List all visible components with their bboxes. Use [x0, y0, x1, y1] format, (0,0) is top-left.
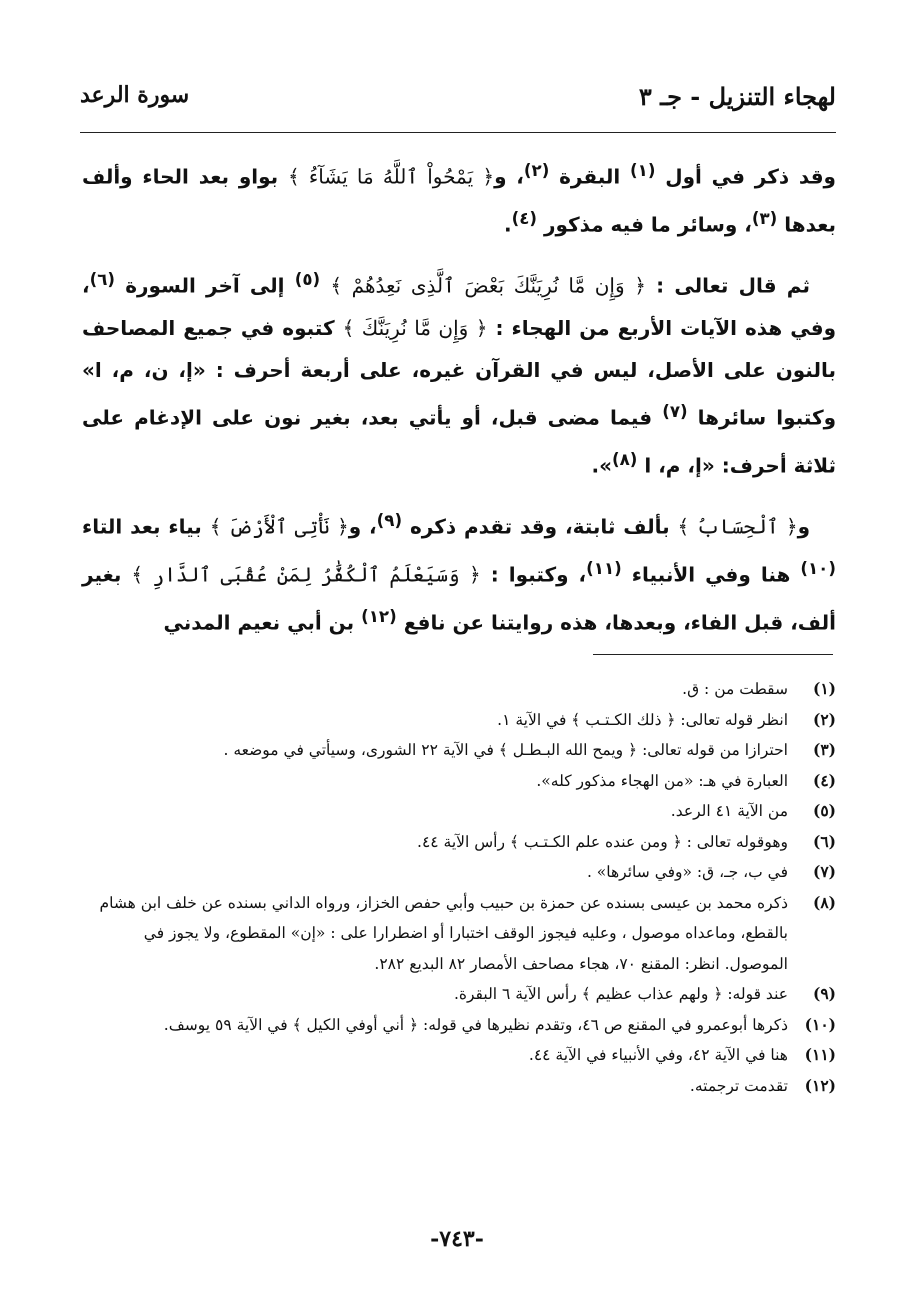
footnote-text: ذكرها أبوعمرو في المقنع ص ٤٦، وتقدم نظيرها في قوله: ﴿ أني أوفي الكيل ﴾ في الآية ٥٩ يوسف. [163, 1015, 788, 1034]
footnote-separator [593, 654, 833, 655]
footnote-number: (٧) [812, 862, 836, 881]
footnotes [82, 674, 836, 1101]
footnote-6 [82, 827, 836, 858]
footnote-11 [82, 1040, 836, 1071]
footnote-8 [82, 888, 836, 980]
footnote-9 [82, 979, 836, 1010]
page-number: -٧٤٣- [430, 1226, 484, 1252]
footnote-text: من الآية ٤١ الرعد. [670, 802, 788, 820]
running-header-surah: سورة الرعد [80, 82, 190, 108]
footnote-text: انظر قوله تعالى: ﴿ ذلك الكـتـب ﴾ في الآية ١. [497, 710, 788, 729]
footnote-2 [82, 705, 836, 736]
footnote-text: هنا في الآية ٤٢، وفي الأنبياء في الآية ٤٤. [528, 1046, 788, 1064]
footnote-ref: (١٢) [361, 606, 397, 626]
footnote-1 [82, 674, 836, 705]
footnote-number: (١٠) [804, 1014, 836, 1034]
footnote-text: عند قوله: ﴿ ولهم عذاب عظيم ﴾ رأس الآية ٦ البقرة. [453, 985, 788, 1003]
footnote-number: (٥) [812, 801, 836, 820]
footnote-ref: (٤) [511, 208, 537, 228]
footnote-number: (٣) [812, 740, 836, 759]
footnote-ref: (١) [630, 161, 656, 180]
quran-quote: ﴿ وَإِن مَّا نُرِيَنَّكَ بَعْضَ ٱلَّذِى نَعِدُهُمْ ﴾ [330, 273, 646, 298]
footnote-ref: (٧) [662, 401, 688, 421]
footnote-text: ذكره محمد بن عيسى بسنده عن حمزة بن حبيب وأبي حفص الخزاز، ورواه الداني بسنده عن خلف ابن هشام بالقطع، وماعداه موصول ، وعليه فيجوز الوقف اختبارا أو اضطرارا على : «إن» المقطوع، ولا يجوز في الموصول. انظر: المقنع ٧٠، هجاء مصاحف الأمصار ٨٢ البديع ٢٨٢. [99, 893, 788, 973]
footnote-number: (١) [812, 679, 836, 698]
footnote-ref: (١١) [586, 558, 622, 578]
footnote-3 [82, 735, 836, 766]
quran-quote: ﴿ ٱلْحِسَابُ ﴾ [677, 514, 798, 539]
footnote-4 [82, 766, 836, 797]
footnote-text: احترازا من قوله تعالى: ﴿ ويمح الله البـطـل ﴾ في الآية ٢٢ الشورى، وسيأتي في موضعه . [223, 741, 788, 759]
footnote-ref: (٦) [89, 270, 116, 290]
footnote-number: (٦) [812, 831, 836, 851]
quran-quote: ﴿ وَإِن مَّا نُرِيَنَّكَ ﴾ [342, 315, 488, 340]
footnote-number: (١١) [804, 1045, 836, 1064]
footnote-ref: (٨) [612, 449, 638, 469]
footnote-number: (١٢) [804, 1075, 836, 1095]
quran-quote: ﴿ نَأْتِى ٱلْأَرْضَ ﴾ [209, 514, 349, 539]
footnote-10 [82, 1010, 836, 1041]
footnote-number: (٨) [812, 892, 836, 912]
paragraph-3: و﴿ ٱلْحِسَابُ ﴾ بألف ثابتة، وقد تقدم ذكره $^{(٩)}$، و﴿ نَأْتِى ٱلْأَرْضَ ﴾ بياء بعد التاء $^{(١٠)}$ هنا وفي الأنبياء $^{(١١)}$، وكتبوا : ﴿ وَسَيَعْلَمُ ٱلْكُفَّٰرُ لِمَنْ عُقْبَى ٱلدَّارِ ﴾ بغير ألف، قبل الفاء، وبعدها، هذه روايتنا عن نافع $^{(١٢)}$ بن أبي نعيم المدني [82, 511, 836, 635]
footnote-7 [82, 857, 836, 888]
footnote-ref: (١٠) [800, 558, 836, 578]
header-rule [80, 132, 836, 133]
paragraph-1: وقد ذكر في أول $^{(١)}$ البقرة $^{(٢)}$، و﴿ يَمْحُواْ ٱللَّهُ مَا يَشَآءُ ﴾ بواو بعد الحاء وألف بعدها $^{(٣)}$، وسائر ما فيه مذكور $^{(٤)}$. [82, 161, 836, 237]
footnote-text: العبارة في هـ: «من الهجاء مذكور كله». [536, 771, 788, 790]
footnote-text: في ب، جـ، ق: «وفي سائرها» . [586, 863, 788, 881]
footnote-text: وهوقوله تعالى : ﴿ ومن عنده علم الكـتـب ﴾ رأس الآية ٤٤. [417, 832, 788, 851]
footnote-text: سقطت من : ق. [682, 680, 788, 698]
footnote-text: تقدمت ترجمته. [689, 1076, 788, 1095]
paragraph-2: ثم قال تعالى : ﴿ وَإِن مَّا نُرِيَنَّكَ بَعْضَ ٱلَّذِى نَعِدُهُمْ ﴾ $^{(٥)}$ إلى آخر السورة $^{(٦)}$، وفي هذه الآيات الأربع من الهجاء : ﴿ وَإِن مَّا نُرِيَنَّكَ ﴾ كتبوه في جميع المصاحف بالنون على الأصل، ليس في القرآن غيره، على أربعة أحرف : «إ، ن، م، ا» وكتبوا سائرها $^{(٧)}$ فيما مضى قبل، أو يأتي بعد، بغير نون على الإدغام على ثلاثة أحرف: «إ، م، ا $^{(٨)}$». [82, 270, 837, 478]
footnote-12 [82, 1071, 836, 1102]
footnote-ref: (٣) [751, 208, 778, 228]
quran-quote: ﴿ يَمْحُواْ ٱللَّهُ مَا يَشَآءُ ﴾ [287, 164, 495, 189]
quran-quote: ﴿ وَسَيَعْلَمُ ٱلْكُفَّٰرُ لِمَنْ عُقْبَى ٱلدَّارِ ﴾ [131, 562, 481, 587]
footnote-ref: (٩) [376, 511, 403, 531]
running-header-book-title: لهجاء التنزيل - جـ ٣ [638, 82, 836, 111]
footnote-number: (٩) [812, 984, 836, 1003]
main-text [82, 150, 836, 657]
footnote-number: (٢) [812, 709, 836, 729]
footnote-number: (٤) [812, 770, 836, 790]
footnote-ref: (٢) [523, 161, 550, 180]
footnote-5 [82, 796, 836, 827]
footnote-ref: (٥) [294, 270, 321, 290]
